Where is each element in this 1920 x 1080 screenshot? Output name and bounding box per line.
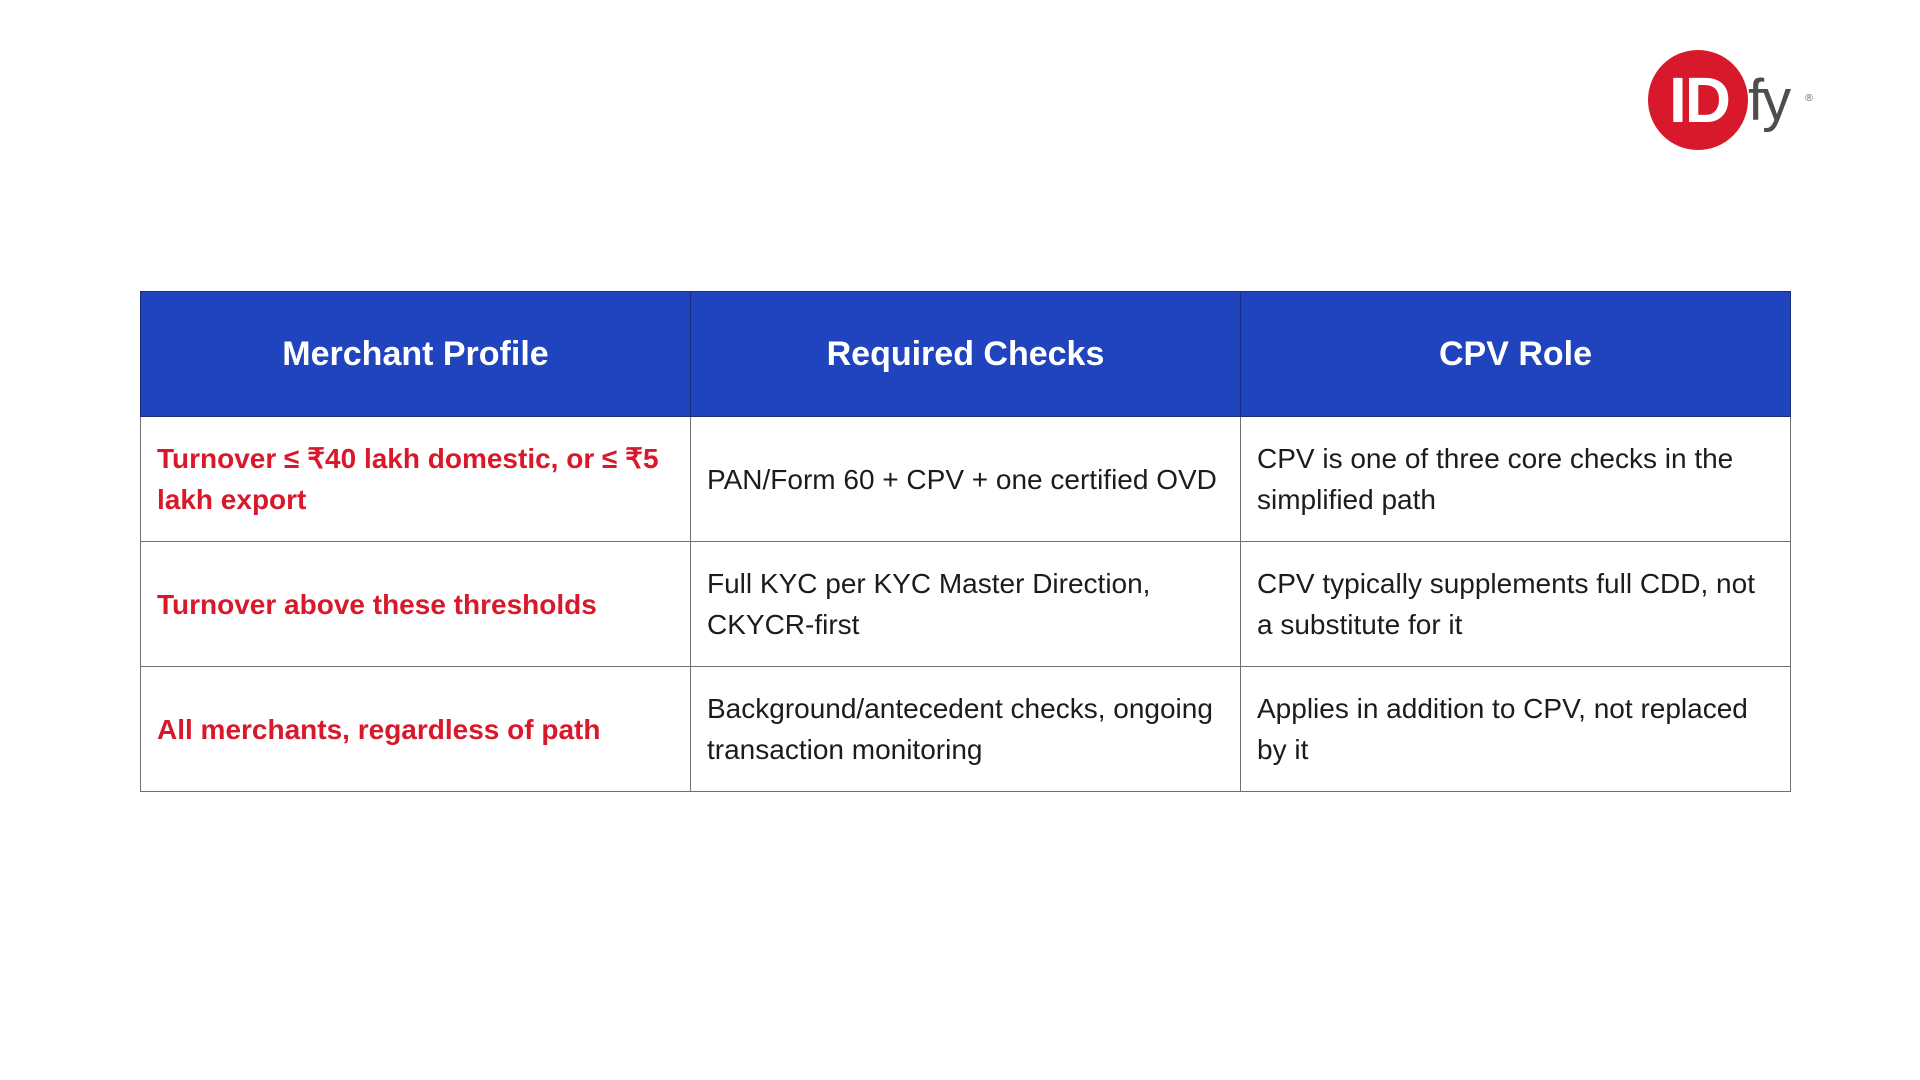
cell-merchant-profile: Turnover above these thresholds (141, 542, 691, 667)
cell-required-checks: PAN/Form 60 + CPV + one certified OVD (691, 417, 1241, 542)
cell-cpv-role: CPV typically supplements full CDD, not a substitute for it (1241, 542, 1791, 667)
merchant-kyc-table (140, 291, 1791, 792)
cell-required-checks: Background/antecedent checks, ongoing transaction monitoring (691, 667, 1241, 792)
logo-registered-mark: ® (1804, 93, 1814, 104)
idfy-logo (1648, 50, 1816, 154)
header-required-checks: Required Checks (691, 292, 1241, 417)
logo-id-text: ID (1669, 64, 1729, 136)
table-header-row (141, 292, 1791, 417)
cell-required-checks: Full KYC per KYC Master Direction, CKYCR-first (691, 542, 1241, 667)
cell-merchant-profile: Turnover ≤ ₹40 lakh domestic, or ≤ ₹5 lakh export (141, 417, 691, 542)
table-row (141, 417, 1791, 542)
cell-cpv-role: CPV is one of three core checks in the simplified path (1241, 417, 1791, 542)
cell-merchant-profile: All merchants, regardless of path (141, 667, 691, 792)
logo-fy-text: fy (1748, 68, 1790, 133)
header-cpv-role: CPV Role (1241, 292, 1791, 417)
table-row (141, 667, 1791, 792)
table-row (141, 542, 1791, 667)
cell-cpv-role: Applies in addition to CPV, not replaced by it (1241, 667, 1791, 792)
header-merchant-profile: Merchant Profile (141, 292, 691, 417)
